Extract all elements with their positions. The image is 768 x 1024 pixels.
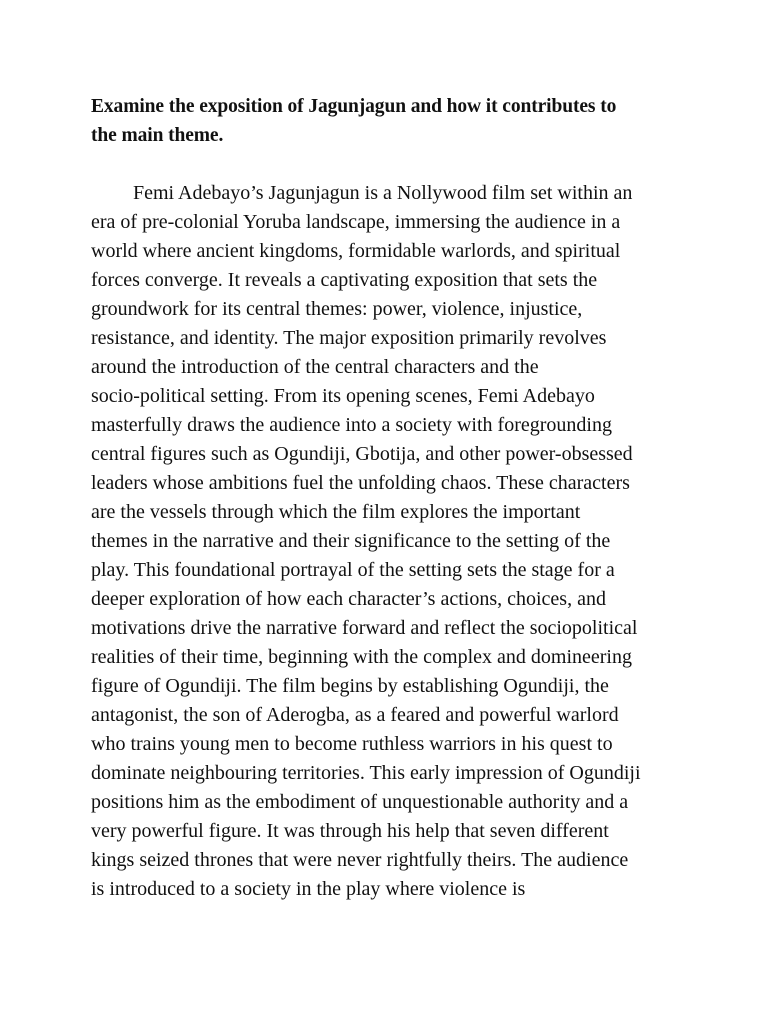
paragraph-line: deeper exploration of how each character’s actions, choices, and	[91, 588, 606, 610]
paragraph-line: is introduced to a society in the play where violence is	[91, 878, 526, 900]
paragraph-line: motivations drive the narrative forward and reflect the sociopolitical	[91, 617, 638, 639]
paragraph-line: Femi Adebayo’s Jagunjagun is a Nollywood film set within an	[133, 182, 633, 204]
paragraph-line: are the vessels through which the film explores the important	[91, 501, 581, 523]
paragraph-line: positions him as the embodiment of unquestionable authority and a	[91, 791, 629, 813]
paragraph-line: themes in the narrative and their significance to the setting of the	[91, 530, 611, 552]
paragraph-line: around the introduction of the central characters and the	[91, 356, 539, 378]
paragraph-line: figure of Ogundiji. The film begins by establishing Ogundiji, the	[91, 675, 609, 697]
paragraph-line: era of pre-colonial Yoruba landscape, immersing the audience in a	[91, 211, 621, 233]
paragraph-line: kings seized thrones that were never rightfully theirs. The audience	[91, 849, 629, 871]
paragraph-line: masterfully draws the audience into a society with foregrounding	[91, 414, 612, 436]
heading-line: the main theme.	[91, 124, 224, 146]
paragraph-line: very powerful figure. It was through his help that seven different	[91, 820, 609, 842]
paragraph-line: play. This foundational portrayal of the setting sets the stage for a	[91, 559, 615, 581]
paragraph-line: dominate neighbouring territories. This early impression of Ogundiji	[91, 762, 641, 784]
essay-question-heading	[91, 93, 691, 150]
document-content	[91, 93, 691, 904]
paragraph-line: central figures such as Ogundiji, Gbotija, and other power-obsessed	[91, 443, 633, 465]
paragraph-line: world where ancient kingdoms, formidable warlords, and spiritual	[91, 240, 621, 262]
paragraph-line: antagonist, the son of Aderogba, as a feared and powerful warlord	[91, 704, 619, 726]
essay-paragraph	[91, 179, 691, 904]
paragraph-line: resistance, and identity. The major exposition primarily revolves	[91, 327, 607, 349]
paragraph-line: socio-political setting. From its opening scenes, Femi Adebayo	[91, 385, 595, 407]
heading-line: Examine the exposition of Jagunjagun and how it contributes to	[91, 96, 617, 117]
paragraph-line: realities of their time, beginning with the complex and domineering	[91, 646, 632, 668]
paragraph-line: forces converge. It reveals a captivating exposition that sets the	[91, 269, 598, 291]
paragraph-line: leaders whose ambitions fuel the unfolding chaos. These characters	[91, 472, 630, 494]
paragraph-line: who trains young men to become ruthless warriors in his quest to	[91, 733, 613, 755]
paragraph-line: groundwork for its central themes: power, violence, injustice,	[91, 298, 583, 320]
